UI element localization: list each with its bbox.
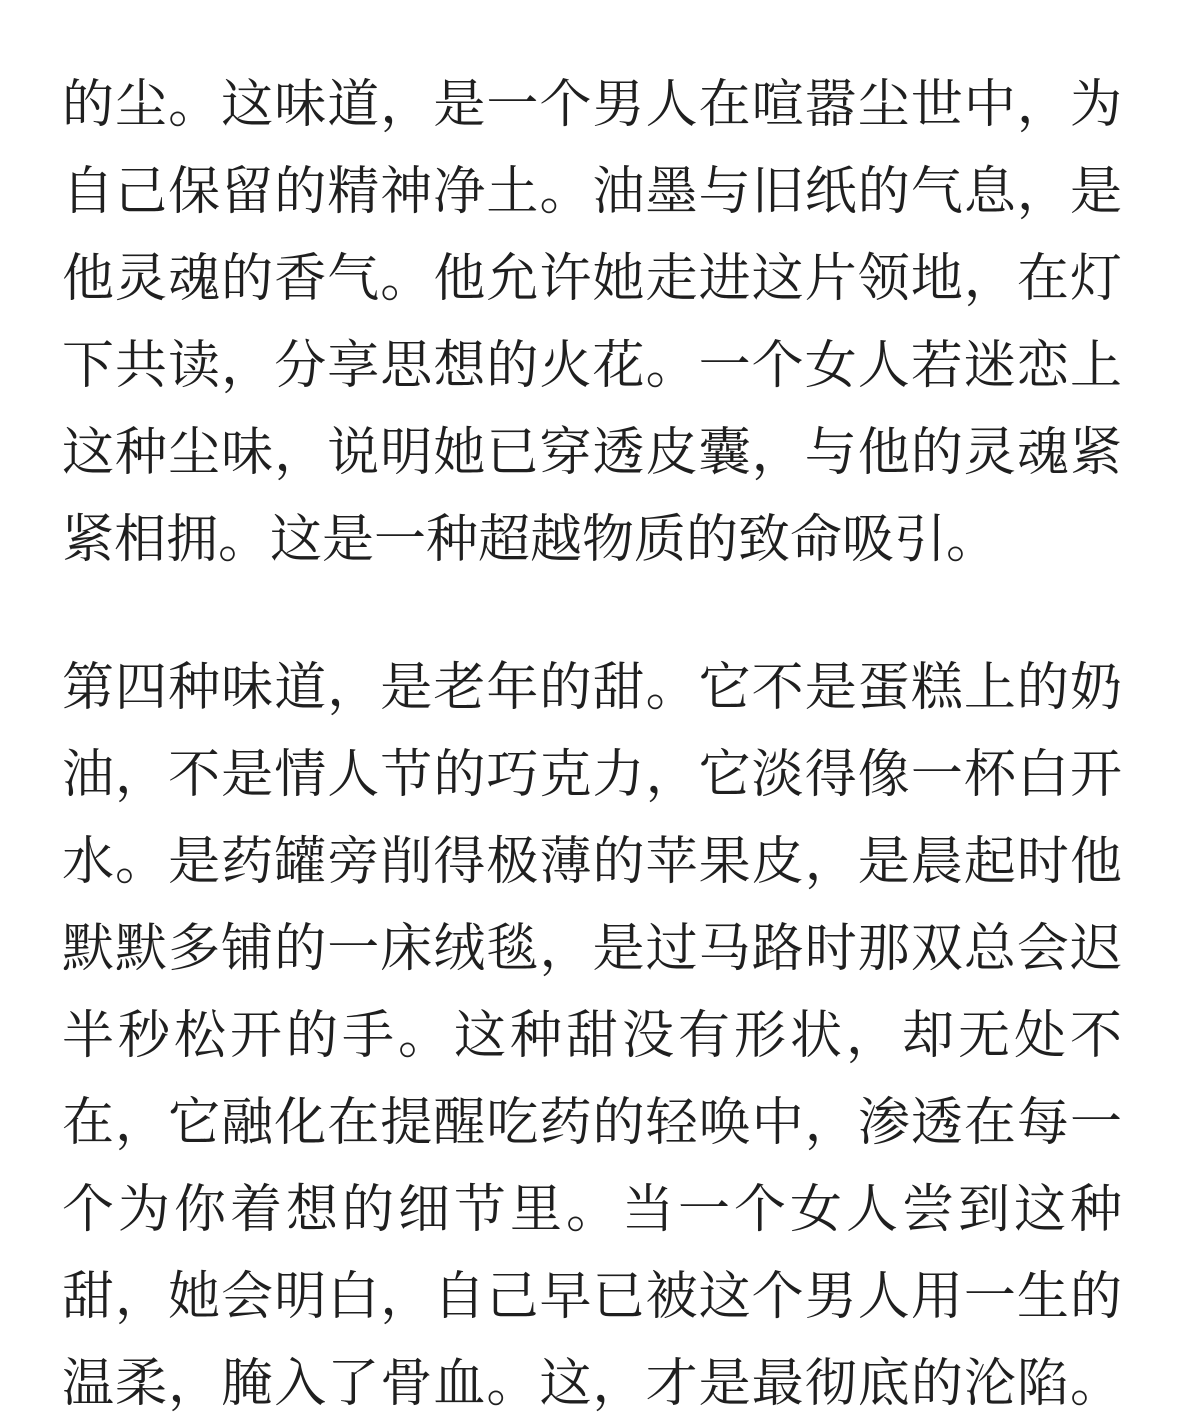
text-line: 这种尘味，说明她已穿透皮囊，与他的灵魂紧 [62,423,1122,483]
text-line: 的尘。这味道，是一个男人在喧嚣尘世中，为 [62,75,1122,135]
text-line: 油，不是情人节的巧克力，它淡得像一杯白开 [62,745,1122,805]
text-line: 自己保留的精神净土。油墨与旧纸的气息，是 [62,162,1122,222]
paragraph-2 [62,645,1122,1428]
text-line: 个为你着想的细节里。当一个女人尝到这种 [62,1180,1122,1240]
text-line: 下共读，分享思想的火花。一个女人若迷恋上 [62,336,1122,396]
text-line: 在，它融化在提醒吃药的轻唤中，渗透在每一 [62,1093,1122,1153]
text-line: 半秒松开的手。这种甜没有形状，却无处不 [62,1006,1122,1066]
article-body [62,62,1122,1428]
text-line: 温柔，腌入了骨血。这，才是最彻底的沦陷。 [62,1354,1122,1414]
text-line: 甜，她会明白，自己早已被这个男人用一生的 [62,1267,1122,1327]
text-line: 他灵魂的香气。他允许她走进这片领地，在灯 [62,249,1122,309]
text-line: 第四种味道，是老年的甜。它不是蛋糕上的奶 [62,658,1122,718]
paragraph-1 [62,62,1122,584]
paragraph-gap [62,584,1122,645]
text-line: 紧相拥。这是一种超越物质的致命吸引。 [62,510,999,570]
text-line: 默默多铺的一床绒毯，是过马路时那双总会迟 [62,919,1122,979]
text-line: 水。是药罐旁削得极薄的苹果皮，是晨起时他 [62,832,1122,892]
